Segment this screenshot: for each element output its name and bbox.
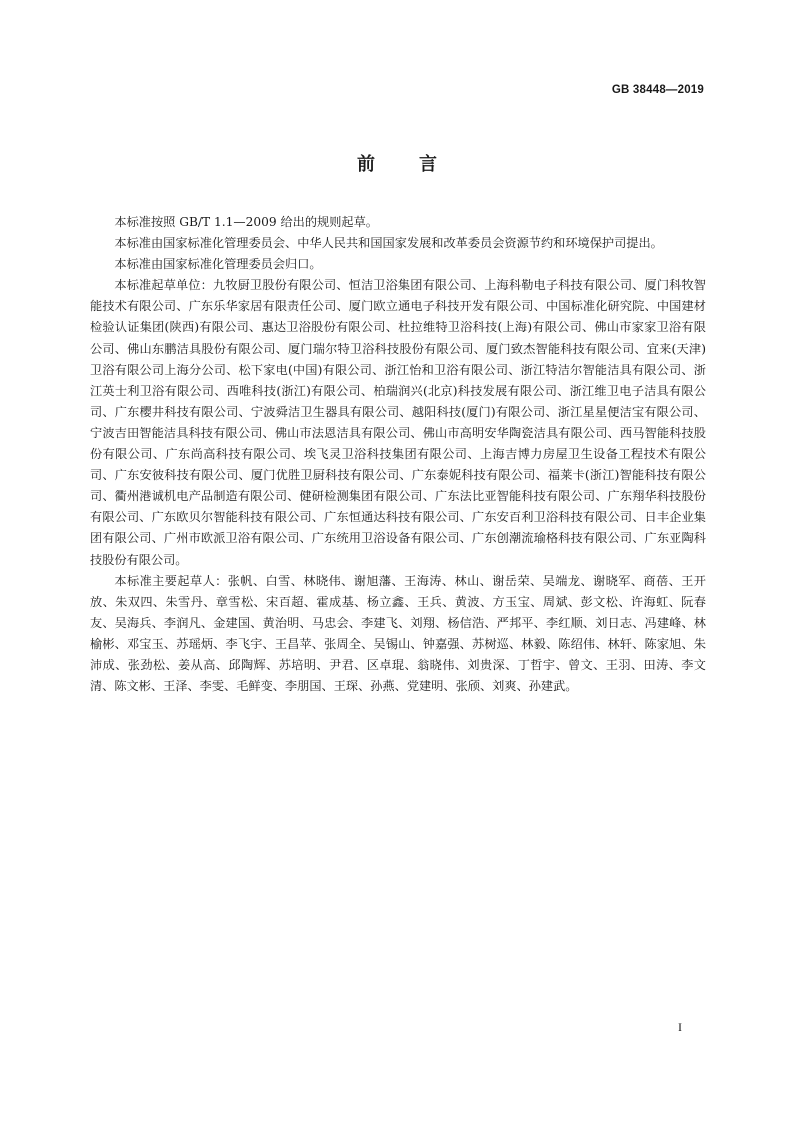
paragraph-drafting-units: 本标准起草单位：九牧厨卫股份有限公司、恒洁卫浴集团有限公司、上海科勒电子科技有限公司、厦门科牧智能技术有限公司、广东乐华家居有限责任公司、厦门欧立通电子科技开发有限公司、中国标准化研究院、中国建材检验认证集团(陕西)有限公司、惠达卫浴股份有限公司、杜拉维特卫浴科技(上海)有限公司、佛山市家家卫浴有限公司、佛山东鹏洁具股份有限公司、厦门瑞尔特卫浴科技股份有限公司、厦门致杰智能科技有限公司、宜来(天津)卫浴有限公司上海分公司、松下家电(中国)有限公司、浙江怡和卫浴有限公司、浙江特洁尔智能洁具有限公司、浙江英士利卫浴有限公司、西唯科技(浙江)有限公司、柏瑞润兴(北京)科技发展有限公司、浙江维卫电子洁具有限公司、广东樱井科技有限公司、宁波舜洁卫生器具有限公司、越阳科技(厦门)有限公司、浙江星星便洁宝有限公司、宁波吉田智能洁具科技有限公司、佛山市法恩洁具有限公司、佛山市高明安华陶瓷洁具有限公司、西马智能科技股份有限公司、广东尚高科技有限公司、埃飞灵卫浴科技集团有限公司、上海吉博力房屋卫生设备工程技术有限公司、广东安彼科技有限公司、厦门优胜卫厨科技有限公司、广东泰妮科技有限公司、福莱卡(浙江)智能科技有限公司、衢州港诚机电产品制造有限公司、健研检测集团有限公司、广东法比亚智能科技有限公司、广东翔华科技股份有限公司、广东欧贝尔智能科技有限公司、广东恒通达科技有限公司、广东安百利卫浴科技有限公司、日丰企业集团有限公司、广州市欧派卫浴有限公司、广东统用卫浴设备有限公司、广东创潮流瑜格科技有限公司、广东亚陶科技股份有限公司。 [90,278,706,567]
paragraph-administrator: 本标准由国家标准化管理委员会归口。 [114,257,322,272]
document-body [90,212,706,697]
page-title: 前言 [357,154,481,175]
paragraph-drafters: 本标准主要起草人：张帆、白雪、林晓伟、谢旭藩、王海涛、林山、谢岳荣、吴端龙、谢晓军、商蓓、王开放、朱双四、朱雪丹、章雪松、宋百超、霍成基、杨立鑫、王兵、黄波、方玉宝、周斌、彭文松、许海虹、阮春友、吴海兵、李润凡、金建国、黄治明、马忠会、李建飞、刘翔、杨信浩、严邦平、李红顺、刘日志、冯建峰、林榆彬、邓宝玉、苏瑶炳、李飞宇、王昌苹、张周全、吴锡山、钟嘉强、苏树巡、林毅、陈绍伟、林轩、陈家旭、朱沛成、张劲松、姜从高、邱陶辉、苏培明、尹君、区卓琨、翁晓伟、刘贵深、丁哲宇、曾文、王羽、田涛、李文清、陈文彬、王泽、李雯、毛鲜变、李朋国、王琛、孙燕、党建明、张颀、刘爽、孙建武。 [90,573,706,694]
paragraph-drafting-rules: 本标准按照 GB/T 1.1—2009 给出的规则起草。 [114,215,378,229]
page-number: I [678,1020,682,1034]
standard-code: GB 38448—2019 [611,84,704,96]
paragraph-proposer: 本标准由国家标准化管理委员会、中华人民共和国国家发展和改革委员会资源节约和环境保护司提出。 [114,236,663,251]
